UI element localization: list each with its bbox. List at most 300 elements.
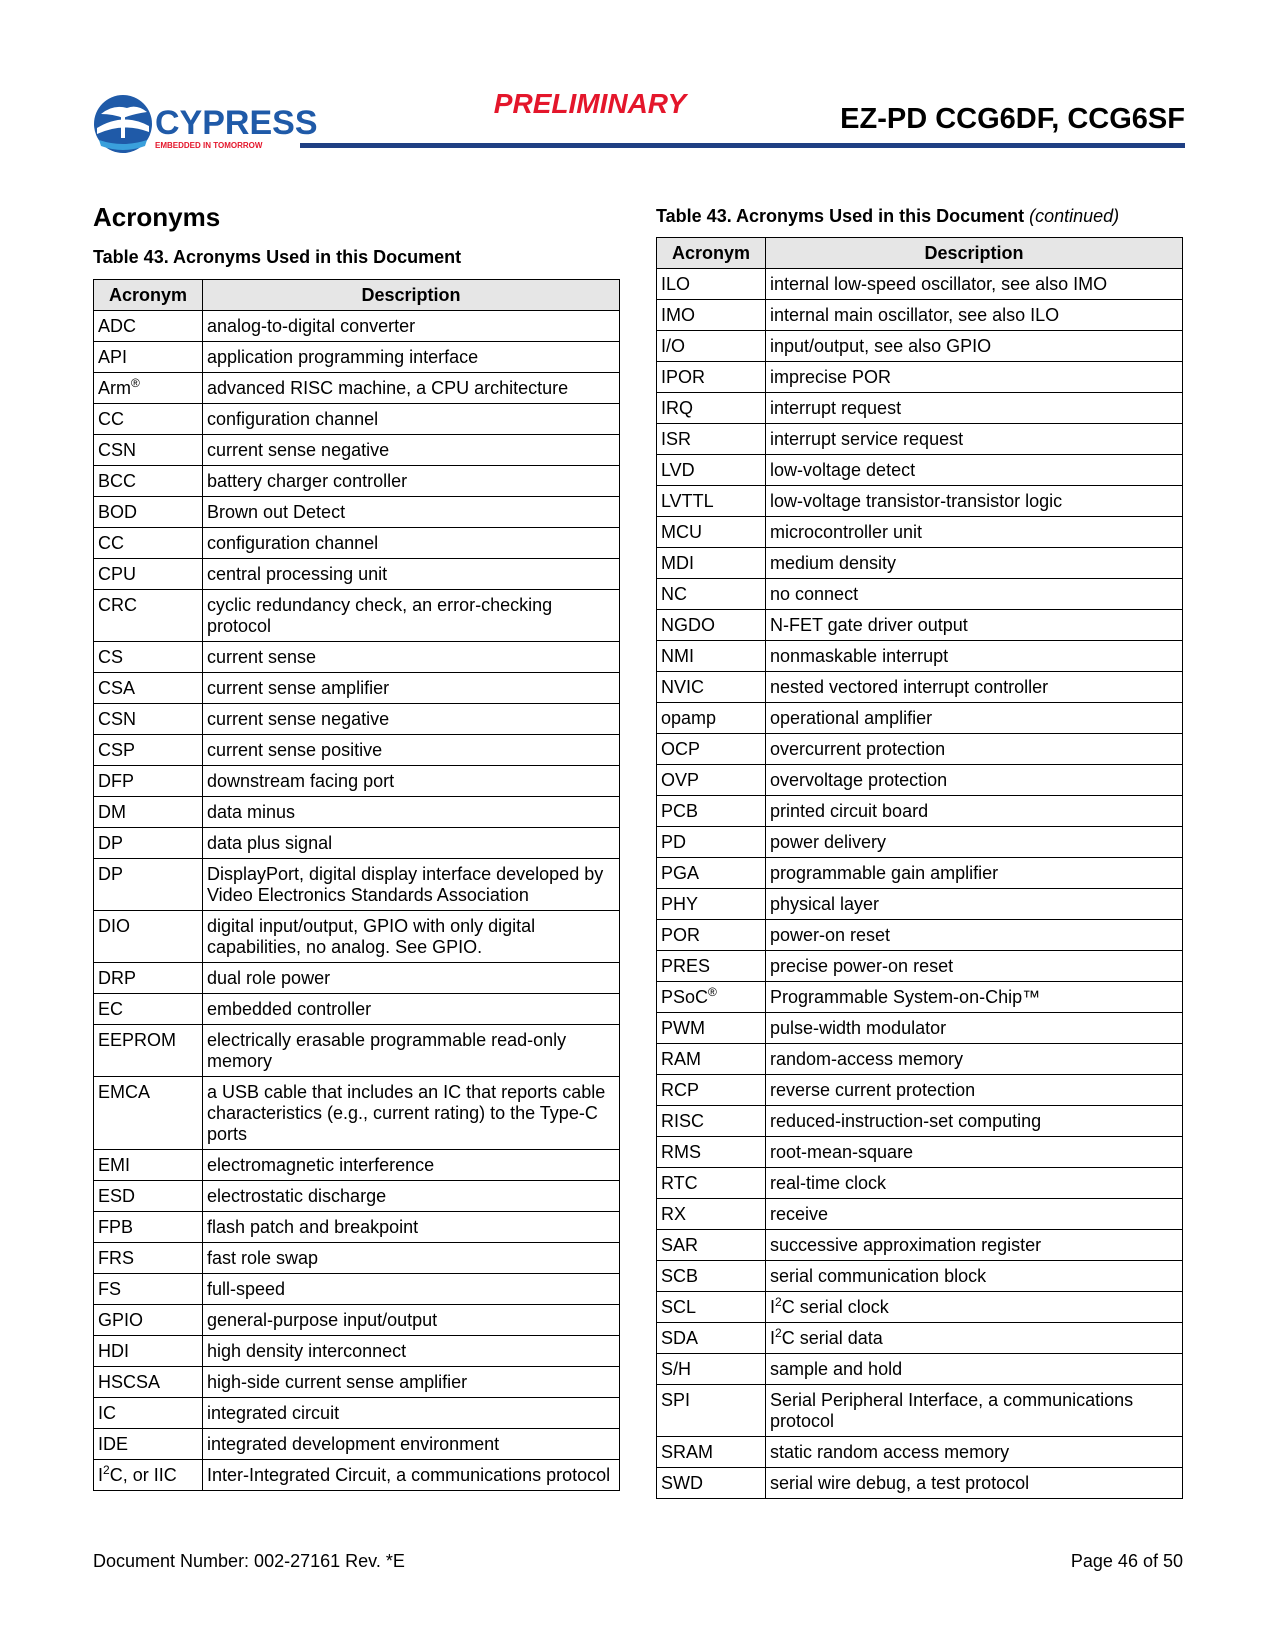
acronym-cell [94, 497, 203, 528]
acronym-cell [94, 1429, 203, 1460]
column-header-description: Description [766, 238, 1183, 269]
table-row [657, 1044, 1183, 1075]
acronym-cell [94, 994, 203, 1025]
table-row [657, 1385, 1183, 1437]
table-body [94, 311, 620, 1491]
header-rule [300, 143, 1185, 148]
description-text: battery charger controller [207, 471, 408, 491]
acronym-cell [94, 373, 203, 404]
acronym-cell [657, 1199, 766, 1230]
description-text: interrupt request [770, 398, 902, 418]
acronym-text: CC [98, 533, 124, 553]
acronym-cell [657, 393, 766, 424]
table-row [657, 1292, 1183, 1323]
acronym-cell [94, 963, 203, 994]
table-row [657, 548, 1183, 579]
acronym-text: BOD [98, 502, 138, 522]
description-text: current sense positive [207, 740, 383, 760]
table-row [657, 920, 1183, 951]
table-row [657, 1323, 1183, 1354]
description-text: fast role swap [207, 1248, 319, 1268]
table-row [94, 559, 620, 590]
acronym-cell [94, 828, 203, 859]
acronym-text: EC [98, 999, 124, 1019]
description-text: overvoltage protection [770, 770, 948, 790]
acronym-cell [657, 579, 766, 610]
acronym-cell [657, 362, 766, 393]
table-row [657, 889, 1183, 920]
acronym-cell [94, 1150, 203, 1181]
acronym-cell [657, 858, 766, 889]
acronym-text: EEPROM [98, 1030, 177, 1050]
acronym-suffix: C, or IIC [109, 1465, 177, 1485]
table-row [94, 311, 620, 342]
acronym-cell [657, 1292, 766, 1323]
description-cell [766, 1323, 1183, 1354]
acronym-text: MCU [661, 522, 702, 542]
description-text: DisplayPort, digital display interface developed by Video Electronics Standards Association [207, 864, 604, 905]
acronym-cell [657, 300, 766, 331]
table-row [94, 704, 620, 735]
acronym-text: S/H [661, 1359, 692, 1379]
acronym-text: EMI [98, 1155, 131, 1175]
acronym-text: IDE [98, 1434, 129, 1454]
table-row [94, 911, 620, 963]
acronym-text: NGDO [661, 615, 715, 635]
description-text: microcontroller unit [770, 522, 923, 542]
acronym-cell [94, 1274, 203, 1305]
acronym-cell [657, 734, 766, 765]
description-cell [766, 517, 1183, 548]
acronym-text: CSP [98, 740, 136, 760]
acronym-superscript: ® [131, 376, 140, 390]
acronym-cell [657, 920, 766, 951]
acronym-cell [657, 517, 766, 548]
description-text: analog-to-digital converter [207, 316, 416, 336]
table-row [94, 1077, 620, 1150]
table-caption-text: Table 43. Acronyms Used in this Document [656, 206, 1025, 226]
description-cell [766, 827, 1183, 858]
description-cell [766, 672, 1183, 703]
description-text: central processing unit [207, 564, 388, 584]
description-text: general-purpose input/output [207, 1310, 438, 1330]
table-row [94, 642, 620, 673]
table-row [657, 951, 1183, 982]
description-cell [203, 1336, 620, 1367]
description-cell [203, 1429, 620, 1460]
description-text: Brown out Detect [207, 502, 346, 522]
description-superscript: 2 [775, 1295, 782, 1309]
description-cell [766, 610, 1183, 641]
table-row [657, 734, 1183, 765]
description-cell [203, 1077, 620, 1150]
acronym-text: CSN [98, 440, 137, 460]
table-row [657, 672, 1183, 703]
table-row [657, 517, 1183, 548]
table-body [657, 269, 1183, 1499]
description-prefix: I [770, 1328, 776, 1348]
acronym-text: ILO [661, 274, 691, 294]
acronym-cell [94, 766, 203, 797]
acronym-text: PWM [661, 1018, 705, 1038]
description-cell [203, 828, 620, 859]
acronym-text: HSCSA [98, 1372, 161, 1392]
description-cell [766, 1199, 1183, 1230]
acronym-text: ADC [98, 316, 137, 336]
table-row [657, 331, 1183, 362]
acronym-text: LVD [661, 460, 695, 480]
acronym-text: IRQ [661, 398, 694, 418]
description-cell [203, 673, 620, 704]
table-row [657, 300, 1183, 331]
description-text: a USB cable that includes an IC that reports cable characteristics (e.g., current rating) to the Type-C ports [207, 1082, 606, 1144]
acronym-text: RMS [661, 1142, 701, 1162]
description-text: configuration channel [207, 409, 379, 429]
description-cell [766, 1468, 1183, 1499]
description-prefix: I [770, 1297, 776, 1317]
description-cell [766, 889, 1183, 920]
description-text: application programming interface [207, 347, 479, 367]
description-text: static random access memory [770, 1442, 1010, 1462]
description-cell [766, 424, 1183, 455]
description-cell [203, 704, 620, 735]
table-row [657, 1199, 1183, 1230]
acronym-text: DFP [98, 771, 134, 791]
description-text: programmable gain amplifier [770, 863, 999, 883]
description-text: operational amplifier [770, 708, 933, 728]
acronym-cell [657, 424, 766, 455]
acronym-text: NC [661, 584, 687, 604]
acronym-text: SCL [661, 1297, 697, 1317]
acronym-cell [657, 1354, 766, 1385]
acronym-cell [657, 1044, 766, 1075]
cypress-tree-icon [93, 92, 318, 158]
description-text: reduced-instruction-set computing [770, 1111, 1042, 1131]
acronym-text: FPB [98, 1217, 134, 1237]
description-text: current sense amplifier [207, 678, 390, 698]
acronym-cell [657, 486, 766, 517]
description-text: low-voltage transistor-transistor logic [770, 491, 1063, 511]
acronym-text: ISR [661, 429, 692, 449]
table-row [657, 1261, 1183, 1292]
acronym-text: EMCA [98, 1082, 151, 1102]
acronym-text: GPIO [98, 1310, 144, 1330]
description-cell [203, 528, 620, 559]
table-row [94, 435, 620, 466]
acronym-text: OCP [661, 739, 701, 759]
acronym-text: RISC [661, 1111, 705, 1131]
acronym-cell [657, 1323, 766, 1354]
table-row [657, 393, 1183, 424]
description-text: integrated circuit [207, 1403, 340, 1423]
description-cell [766, 362, 1183, 393]
description-cell [203, 342, 620, 373]
acronym-text: LVTTL [661, 491, 714, 511]
table-row [94, 1367, 620, 1398]
description-text: real-time clock [770, 1173, 887, 1193]
page-number: Page 46 of 50 [1070, 1551, 1183, 1571]
description-cell [766, 455, 1183, 486]
table-caption-note: (continued) [1029, 206, 1120, 226]
acronym-text: SCB [661, 1266, 699, 1286]
acronym-text: CC [98, 409, 124, 429]
description-cell [766, 548, 1183, 579]
description-text: physical layer [770, 894, 880, 914]
acronym-cell [94, 642, 203, 673]
acronym-cell [657, 1468, 766, 1499]
table-row [94, 1025, 620, 1077]
acronym-cell [657, 1013, 766, 1044]
acronym-cell [94, 1243, 203, 1274]
description-text: digital input/output, GPIO with only digital capabilities, no analog. See GPIO. [207, 916, 536, 957]
table-row [657, 703, 1183, 734]
acronym-text: IPOR [661, 367, 706, 387]
description-text: no connect [770, 584, 859, 604]
acronym-text: NVIC [661, 677, 705, 697]
description-cell [766, 1168, 1183, 1199]
acronym-text: IMO [661, 305, 695, 325]
description-text: overcurrent protection [770, 739, 946, 759]
table-row [94, 735, 620, 766]
acronym-cell [657, 827, 766, 858]
acronym-cell [94, 590, 203, 642]
acronym-text: API [98, 347, 128, 367]
acronym-text: CSA [98, 678, 136, 698]
description-cell [203, 963, 620, 994]
document-number: Document Number: 002-27161 Rev. *E [93, 1551, 405, 1571]
table-row [94, 1398, 620, 1429]
description-cell [766, 1106, 1183, 1137]
table-row [657, 610, 1183, 641]
table-row [657, 362, 1183, 393]
acronym-text: PRES [661, 956, 711, 976]
table-header-row [657, 238, 1183, 269]
description-text: root-mean-square [770, 1142, 914, 1162]
table-row [94, 342, 620, 373]
description-cell [766, 1437, 1183, 1468]
description-cell [203, 797, 620, 828]
description-text: N-FET gate driver output [770, 615, 968, 635]
table-row [94, 828, 620, 859]
acronym-cell [94, 311, 203, 342]
table-row [657, 765, 1183, 796]
acronym-cell [94, 735, 203, 766]
description-text: power delivery [770, 832, 887, 852]
acronym-table-continued [656, 237, 1183, 1499]
description-text: current sense negative [207, 709, 390, 729]
acronym-cell [657, 610, 766, 641]
acronym-cell [657, 1137, 766, 1168]
column-header-acronym: Acronym [94, 280, 203, 311]
section-title: Acronyms [93, 202, 221, 232]
acronym-text: PHY [661, 894, 699, 914]
description-text: reverse current protection [770, 1080, 976, 1100]
table-row [657, 858, 1183, 889]
description-cell [203, 994, 620, 1025]
description-cell [203, 466, 620, 497]
table-row [94, 797, 620, 828]
acronym-cell [94, 404, 203, 435]
acronym-text: PCB [661, 801, 699, 821]
table-row [94, 1274, 620, 1305]
description-cell [203, 1025, 620, 1077]
description-text: dual role power [207, 968, 331, 988]
description-text: interrupt service request [770, 429, 964, 449]
svg-text:EMBEDDED IN TOMORROW: EMBEDDED IN TOMORROW [155, 141, 263, 150]
description-cell [766, 579, 1183, 610]
column-header-description: Description [203, 280, 620, 311]
acronym-cell [657, 1437, 766, 1468]
table-row [657, 1013, 1183, 1044]
acronym-text: I [98, 1465, 104, 1485]
description-text: serial wire debug, a test protocol [770, 1473, 1030, 1493]
description-cell [766, 331, 1183, 362]
description-cell [766, 1137, 1183, 1168]
description-cell [766, 486, 1183, 517]
description-text: Inter-Integrated Circuit, a communications protocol [207, 1465, 611, 1485]
description-cell [766, 858, 1183, 889]
acronym-cell [657, 1230, 766, 1261]
acronym-text: POR [661, 925, 701, 945]
description-text: electromagnetic interference [207, 1155, 435, 1175]
table-row [657, 424, 1183, 455]
acronym-cell [657, 796, 766, 827]
description-cell [766, 269, 1183, 300]
table-row [94, 673, 620, 704]
acronym-cell [94, 704, 203, 735]
acronym-text: SPI [661, 1390, 691, 1410]
description-cell [766, 641, 1183, 672]
description-text: input/output, see also GPIO [770, 336, 992, 356]
table-row [94, 528, 620, 559]
description-cell [203, 1243, 620, 1274]
table-caption: Table 43. Acronyms Used in this Document [93, 247, 462, 267]
table-row [657, 579, 1183, 610]
acronym-cell [94, 859, 203, 911]
table-row [657, 1075, 1183, 1106]
acronym-text: SWD [661, 1473, 703, 1493]
acronym-cell [657, 765, 766, 796]
description-cell [203, 1181, 620, 1212]
description-cell [766, 1385, 1183, 1437]
acronym-cell [657, 982, 766, 1013]
description-cell [203, 1212, 620, 1243]
svg-text:CYPRESS: CYPRESS [155, 104, 318, 142]
description-cell [766, 734, 1183, 765]
description-cell [203, 435, 620, 466]
table-row [94, 1460, 620, 1491]
description-text: sample and hold [770, 1359, 903, 1379]
acronym-table [93, 279, 620, 1491]
table-row [94, 373, 620, 404]
table-row [94, 497, 620, 528]
acronym-cell [94, 673, 203, 704]
acronym-cell [94, 1336, 203, 1367]
acronym-text: RAM [661, 1049, 701, 1069]
description-text: embedded controller [207, 999, 372, 1019]
acronym-text: RX [661, 1204, 687, 1224]
acronym-cell [94, 1367, 203, 1398]
acronym-text: SAR [661, 1235, 699, 1255]
acronym-text: CS [98, 647, 124, 667]
description-text: successive approximation register [770, 1235, 1042, 1255]
description-cell [203, 1305, 620, 1336]
acronym-text: NMI [661, 646, 694, 666]
description-cell [766, 920, 1183, 951]
acronym-text: FRS [98, 1248, 134, 1268]
table-header-row [94, 280, 620, 311]
acronym-text: PGA [661, 863, 700, 883]
description-text: random-access memory [770, 1049, 964, 1069]
table-row [657, 1437, 1183, 1468]
description-text: internal main oscillator, see also ILO [770, 305, 1060, 325]
acronym-cell [657, 1168, 766, 1199]
acronym-cell [94, 1398, 203, 1429]
description-text: nonmaskable interrupt [770, 646, 949, 666]
acronym-cell [94, 559, 203, 590]
table-row [94, 1181, 620, 1212]
acronym-text: HDI [98, 1341, 129, 1361]
acronym-text: DRP [98, 968, 137, 988]
description-text: cyclic redundancy check, an error-checking protocol [207, 595, 553, 636]
description-cell [203, 1460, 620, 1491]
table-row [94, 1212, 620, 1243]
description-text: C serial data [781, 1328, 883, 1348]
acronym-text: RTC [661, 1173, 698, 1193]
description-cell [203, 766, 620, 797]
description-cell [766, 1013, 1183, 1044]
acronym-cell [657, 331, 766, 362]
description-cell [766, 393, 1183, 424]
acronym-cell [94, 528, 203, 559]
description-cell [766, 796, 1183, 827]
acronym-text: MDI [661, 553, 694, 573]
acronym-text: Arm [98, 378, 131, 398]
description-cell [203, 1150, 620, 1181]
description-text: imprecise POR [770, 367, 892, 387]
cypress-logo [93, 92, 318, 158]
description-cell [766, 1230, 1183, 1261]
description-text: C serial clock [781, 1297, 889, 1317]
table-row [94, 859, 620, 911]
table-row [94, 1305, 620, 1336]
acronym-cell [94, 1305, 203, 1336]
table-caption-continued [656, 206, 1119, 227]
description-cell [203, 590, 620, 642]
description-cell [203, 559, 620, 590]
description-cell [203, 642, 620, 673]
acronym-text: CSN [98, 709, 137, 729]
description-cell [203, 735, 620, 766]
acronym-cell [657, 641, 766, 672]
acronym-text: DP [98, 864, 124, 884]
table-row [94, 1429, 620, 1460]
description-text: advanced RISC machine, a CPU architecture [207, 378, 569, 398]
description-text: medium density [770, 553, 897, 573]
acronym-text: CPU [98, 564, 137, 584]
table-row [657, 1168, 1183, 1199]
acronym-text: ESD [98, 1186, 136, 1206]
acronym-cell [657, 455, 766, 486]
description-text: high-side current sense amplifier [207, 1372, 468, 1392]
acronym-cell [94, 466, 203, 497]
acronym-cell [657, 672, 766, 703]
table-row [94, 994, 620, 1025]
description-text: Serial Peripheral Interface, a communications protocol [770, 1390, 1134, 1431]
description-cell [203, 1398, 620, 1429]
acronym-cell [94, 435, 203, 466]
column-header-acronym: Acronym [657, 238, 766, 269]
